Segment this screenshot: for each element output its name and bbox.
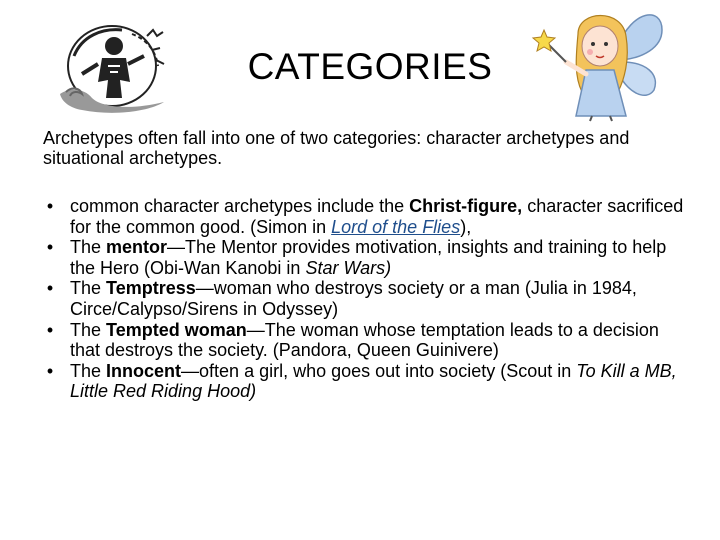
bullet-dot: • bbox=[46, 319, 54, 340]
list-item bbox=[43, 320, 693, 361]
bullet-text: The bbox=[70, 278, 107, 299]
list-item bbox=[43, 278, 693, 319]
fairy-icon bbox=[522, 0, 672, 122]
bullet-term: Innocent bbox=[106, 360, 182, 381]
bullet-title: To Kill a MB, Little Red Riding Hood) bbox=[70, 360, 677, 402]
bullet-text: —woman who destroys society or a man (Julia in 1984, Circe/Calypso/Sirens in Odyssey) bbox=[70, 278, 637, 319]
bullet-dot: • bbox=[46, 278, 54, 299]
bullet-text: The bbox=[70, 237, 107, 258]
page-title: CATEGORIES bbox=[247, 46, 493, 87]
bullet-text: The bbox=[70, 360, 107, 381]
bullet-dot: • bbox=[46, 196, 54, 216]
bullet-dot: • bbox=[46, 237, 54, 258]
list-item bbox=[43, 196, 693, 237]
bullet-term: Christ-figure, bbox=[409, 196, 523, 216]
list-item bbox=[43, 361, 693, 402]
intro-paragraph: Archetypes often fall into one of two categories: character archetypes and situational archetypes. bbox=[43, 128, 630, 168]
list-item bbox=[43, 237, 693, 278]
bullet-text: common character archetypes include the bbox=[70, 196, 410, 216]
bullet-term: Temptress bbox=[106, 278, 196, 299]
bullet-text: ), bbox=[460, 216, 472, 237]
bullet-term: Tempted woman bbox=[106, 319, 247, 340]
warrior-figure-icon bbox=[52, 16, 170, 116]
lord-of-the-flies-link[interactable]: Lord of the Flies bbox=[331, 216, 461, 237]
bullet-title: Star Wars) bbox=[305, 257, 392, 278]
bullet-text: The bbox=[70, 319, 107, 340]
bullet-text: —The Mentor provides motivation, insights and training to help the Hero (Obi-Wan Kanobi in bbox=[70, 237, 667, 278]
bullet-term: mentor bbox=[106, 237, 168, 258]
bullet-text: character sacrificed for the common good. (Simon in bbox=[70, 196, 684, 237]
bullet-dot: • bbox=[46, 360, 54, 381]
bullet-text: —The woman whose temptation leads to a decision that destroys the society. (Pandora, Queen Guinivere) bbox=[70, 319, 659, 361]
bullet-text: —often a girl, who goes out into society (Scout in bbox=[181, 360, 577, 381]
archetype-list bbox=[43, 196, 693, 402]
